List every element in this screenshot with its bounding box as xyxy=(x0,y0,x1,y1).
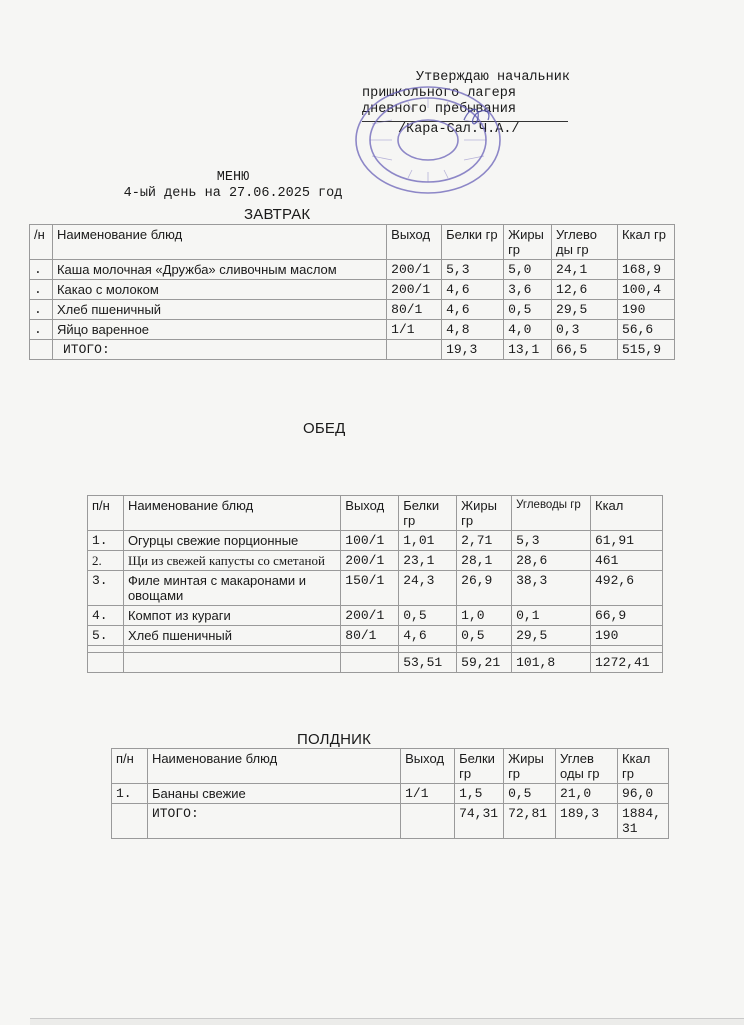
cell-carbs: 0,1 xyxy=(512,606,591,626)
lunch-row xyxy=(88,606,663,626)
breakfast-header-dish: Наименование блюд xyxy=(52,225,386,260)
spacer-cell xyxy=(512,646,591,653)
cell-carbs: 21,0 xyxy=(556,784,618,804)
cell-dish: Огурцы свежие порционные xyxy=(123,531,340,551)
total-fat: 13,1 xyxy=(504,340,552,360)
approval-line-2: пришкольного лагеря xyxy=(362,86,516,101)
snack-header-kcal: Ккал гр xyxy=(617,749,668,784)
breakfast-header-carbs: Углево ды гр xyxy=(552,225,618,260)
cell-yield: 100/1 xyxy=(341,531,399,551)
cell-dish: Каша молочная «Дружба» сливочным маслом xyxy=(52,260,386,280)
lunch-header-yield: Выход xyxy=(341,496,399,531)
cell-carbs: 29,5 xyxy=(552,300,618,320)
cell-yield xyxy=(341,653,399,673)
cell-kcal: 461 xyxy=(591,551,663,571)
total-fat: 59,21 xyxy=(457,653,512,673)
total-label: ИТОГО: xyxy=(52,340,386,360)
lunch-header-kcal: Ккал xyxy=(591,496,663,531)
total-protein: 19,3 xyxy=(442,340,504,360)
cell-num: 1. xyxy=(88,531,124,551)
lunch-header-carbs: Углеводы гр xyxy=(512,496,591,531)
cell-num: . xyxy=(30,280,53,300)
cell-num: . xyxy=(30,300,53,320)
cell-dish: Яйцо варенное xyxy=(52,320,386,340)
cell-fat: 0,5 xyxy=(504,300,552,320)
cell-yield: 200/1 xyxy=(387,260,442,280)
cell-num: 4. xyxy=(88,606,124,626)
total-label: ИТОГО: xyxy=(147,804,400,839)
cell-yield: 200/1 xyxy=(341,606,399,626)
cell-kcal: 168,9 xyxy=(617,260,674,280)
breakfast-table xyxy=(29,224,675,360)
spacer-cell xyxy=(399,646,457,653)
snack-header-dish: Наименование блюд xyxy=(147,749,400,784)
snack-title: ПОЛДНИК xyxy=(297,731,372,748)
lunch-row xyxy=(88,571,663,606)
spacer-cell xyxy=(457,646,512,653)
cell-protein: 23,1 xyxy=(399,551,457,571)
cell-fat: 4,0 xyxy=(504,320,552,340)
cell-carbs: 28,6 xyxy=(512,551,591,571)
snack-header-row xyxy=(112,749,669,784)
cell-kcal: 190 xyxy=(591,626,663,646)
lunch-total-row xyxy=(88,653,663,673)
menu-title: МЕНЮ xyxy=(216,170,250,185)
lunch-header-row xyxy=(88,496,663,531)
cell-protein: 4,6 xyxy=(442,280,504,300)
approval-block xyxy=(362,70,592,138)
snack-header-fat: Жиры гр xyxy=(504,749,556,784)
cell-yield: 200/1 xyxy=(387,280,442,300)
approval-line-3: дневного пребывания xyxy=(362,102,516,117)
snack-header-yield: Выход xyxy=(401,749,455,784)
cell-dish: Филе минтая с макаронами и овощами xyxy=(123,571,340,606)
lunch-header-protein: Белки гр xyxy=(399,496,457,531)
cell-fat: 5,0 xyxy=(504,260,552,280)
snack-header-num: п/н xyxy=(112,749,148,784)
cell-fat: 26,9 xyxy=(457,571,512,606)
snack-header-carbs: Углев оды гр xyxy=(556,749,618,784)
breakfast-title: ЗАВТРАК xyxy=(244,206,311,223)
lunch-header-dish: Наименование блюд xyxy=(123,496,340,531)
breakfast-row xyxy=(30,320,675,340)
breakfast-row xyxy=(30,280,675,300)
cell-num: 5. xyxy=(88,626,124,646)
cell-num: 1. xyxy=(112,784,148,804)
spacer-cell xyxy=(341,646,399,653)
cell-carbs: 38,3 xyxy=(512,571,591,606)
cell-num xyxy=(112,804,148,839)
cell-protein: 5,3 xyxy=(442,260,504,280)
total-kcal: 1272,41 xyxy=(591,653,663,673)
total-kcal: 1884, 31 xyxy=(617,804,668,839)
cell-kcal: 66,9 xyxy=(591,606,663,626)
cell-kcal: 100,4 xyxy=(617,280,674,300)
cell-yield: 1/1 xyxy=(401,784,455,804)
cell-yield: 1/1 xyxy=(387,320,442,340)
cell-num xyxy=(30,340,53,360)
cell-yield: 80/1 xyxy=(341,626,399,646)
total-carbs: 66,5 xyxy=(552,340,618,360)
cell-yield: 80/1 xyxy=(387,300,442,320)
cell-fat: 1,0 xyxy=(457,606,512,626)
menu-heading xyxy=(108,170,358,202)
cell-protein: 0,5 xyxy=(399,606,457,626)
total-kcal: 515,9 xyxy=(617,340,674,360)
cell-kcal: 56,6 xyxy=(617,320,674,340)
spacer-cell xyxy=(123,646,340,653)
cell-dish: Хлеб пшеничный xyxy=(123,626,340,646)
cell-fat: 28,1 xyxy=(457,551,512,571)
menu-date: 4-ый день на 27.06.2025 год xyxy=(123,186,343,201)
cell-yield: 200/1 xyxy=(341,551,399,571)
cell-carbs: 29,5 xyxy=(512,626,591,646)
snack-table xyxy=(111,748,669,839)
cell-dish: Какао с молоком xyxy=(52,280,386,300)
breakfast-header-protein: Белки гр xyxy=(442,225,504,260)
snack-row xyxy=(112,784,669,804)
lunch-spacer-row xyxy=(88,646,663,653)
cell-carbs: 5,3 xyxy=(512,531,591,551)
breakfast-header-fat: Жиры гр xyxy=(504,225,552,260)
breakfast-header-yield: Выход xyxy=(387,225,442,260)
snack-header-protein: Белки гр xyxy=(455,749,504,784)
lunch-row xyxy=(88,626,663,646)
cell-kcal: 190 xyxy=(617,300,674,320)
cell-num: . xyxy=(30,260,53,280)
cell-fat: 2,71 xyxy=(457,531,512,551)
cell-yield xyxy=(387,340,442,360)
cell-yield xyxy=(401,804,455,839)
breakfast-header-num: /н xyxy=(30,225,53,260)
cell-dish: Хлеб пшеничный xyxy=(52,300,386,320)
lunch-title: ОБЕД xyxy=(303,420,346,437)
cell-kcal: 492,6 xyxy=(591,571,663,606)
lunch-row xyxy=(88,531,663,551)
lunch-row xyxy=(88,551,663,571)
snack-total-row xyxy=(112,804,669,839)
spacer-cell xyxy=(88,646,124,653)
cell-fat: 3,6 xyxy=(504,280,552,300)
spacer-cell xyxy=(591,646,663,653)
cell-kcal: 96,0 xyxy=(617,784,668,804)
cell-num: . xyxy=(30,320,53,340)
lunch-table xyxy=(87,495,663,673)
breakfast-total-row xyxy=(30,340,675,360)
cell-dish: Бананы свежие xyxy=(147,784,400,804)
total-carbs: 189,3 xyxy=(556,804,618,839)
breakfast-header-row xyxy=(30,225,675,260)
approval-line-1: Утверждаю начальник xyxy=(416,70,570,85)
breakfast-row xyxy=(30,300,675,320)
cell-protein: 24,3 xyxy=(399,571,457,606)
cell-fat: 0,5 xyxy=(504,784,556,804)
cell-carbs: 24,1 xyxy=(552,260,618,280)
lunch-header-fat: Жиры гр xyxy=(457,496,512,531)
total-carbs: 101,8 xyxy=(512,653,591,673)
cell-yield: 150/1 xyxy=(341,571,399,606)
cell-num: 2. xyxy=(88,551,124,571)
cell-dish: Компот из кураги xyxy=(123,606,340,626)
cell-protein: 4,6 xyxy=(442,300,504,320)
total-fat: 72,81 xyxy=(504,804,556,839)
cell-fat: 0,5 xyxy=(457,626,512,646)
cell-dish xyxy=(123,653,340,673)
breakfast-header-kcal: Ккал гр xyxy=(617,225,674,260)
cell-protein: 1,01 xyxy=(399,531,457,551)
approval-signature-line: /Кара-Сал.Ч.А./ xyxy=(362,121,568,138)
total-protein: 53,51 xyxy=(399,653,457,673)
cell-num: 3. xyxy=(88,571,124,606)
lunch-header-num: п/н xyxy=(88,496,124,531)
cell-protein: 4,8 xyxy=(442,320,504,340)
cell-kcal: 61,91 xyxy=(591,531,663,551)
cell-num xyxy=(88,653,124,673)
cell-carbs: 12,6 xyxy=(552,280,618,300)
cell-protein: 4,6 xyxy=(399,626,457,646)
breakfast-row xyxy=(30,260,675,280)
cell-dish: Щи из свежей капусты со сметаной xyxy=(123,551,340,571)
cell-carbs: 0,3 xyxy=(552,320,618,340)
total-protein: 74,31 xyxy=(455,804,504,839)
cell-protein: 1,5 xyxy=(455,784,504,804)
